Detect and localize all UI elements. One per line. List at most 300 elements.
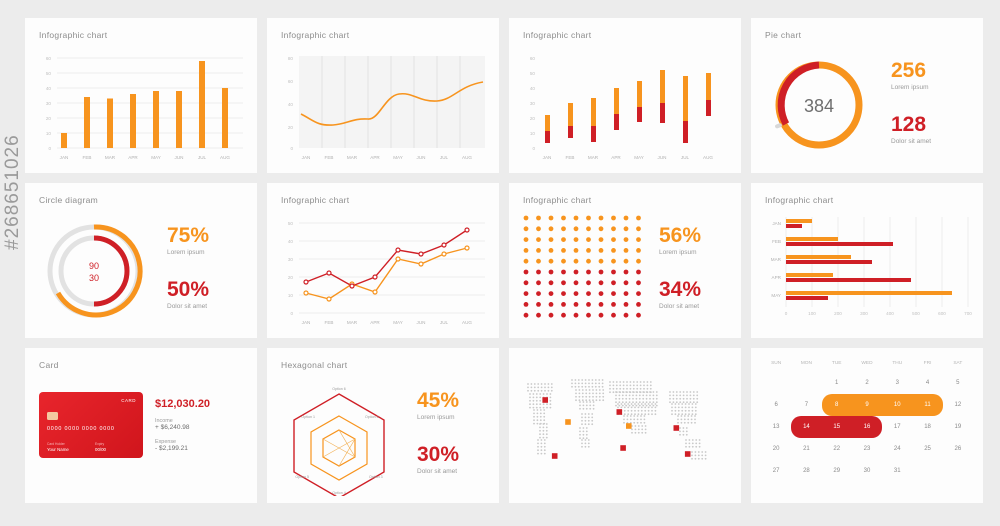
circle-stat-1 [167,225,209,256]
pie-stat-1-caption: Lorem ipsum [891,84,929,91]
card-title: Hexagonal chart [281,360,348,370]
matrix-dot [561,291,566,296]
svg-text:600: 600 [938,311,946,316]
calendar-day[interactable]: 23 [863,446,871,452]
calendar-day[interactable]: 14 [791,416,821,438]
svg-text:APR: APR [771,275,781,280]
radar-label-2: Option 2 [365,415,379,419]
svg-text:JUL: JUL [197,155,207,160]
matrix-dot [636,302,641,307]
matrix-dot [524,248,529,253]
calendar-weekday: FRI [923,361,932,366]
matrix-dot [611,313,616,318]
svg-text:0: 0 [290,311,293,316]
matrix-dot [636,280,641,285]
svg-text:60: 60 [45,56,51,61]
matrix-dot [599,226,604,231]
map-marker[interactable] [674,425,680,431]
svg-text:MAY: MAY [393,155,403,160]
calendar-day[interactable]: 4 [925,380,930,386]
calendar-widget[interactable] [761,360,973,482]
radar-label-4: Option 4 [332,491,346,495]
card-title: Card [39,360,59,370]
card-balance-block [155,398,210,452]
matrix-dot [536,291,541,296]
matrix-dot [586,313,591,318]
svg-text:20: 20 [45,116,51,121]
pie-stat-2-value: 128 [891,113,927,136]
card-chip-icon [47,412,58,420]
card-expense-row [155,438,210,452]
circle-stat-2-value: 50% [167,278,210,301]
radar-label-3: Option 3 [369,475,383,479]
dots-stat-1-value: 56% [659,224,702,247]
matrix-dot [636,216,641,221]
calendar-day[interactable]: 3 [895,380,899,386]
radar-stat-1-caption: Lorem ipsum [417,414,455,421]
svg-text:FEB: FEB [82,155,92,160]
matrix-dot [636,226,641,231]
calendar-body [761,372,973,482]
calendar-header-row [761,360,973,372]
circle-stat-2-caption: Dolor sit amet [167,303,208,310]
card-title: Infographic chart [281,30,350,40]
matrix-dot [549,216,554,221]
matrix-dot [561,237,566,242]
svg-text:30: 30 [529,101,535,106]
pie-stat-1-value: 256 [891,59,927,82]
matrix-dot [574,291,579,296]
matrix-dot [599,270,604,275]
svg-text:10: 10 [287,293,293,298]
svg-text:JAN: JAN [301,155,311,160]
svg-text:60: 60 [287,79,293,84]
calendar-day[interactable]: 1 [835,380,839,386]
calendar-day[interactable]: 17 [893,424,901,430]
radar-label-6: Option 6 [332,387,346,391]
calendar-day[interactable]: 25 [924,446,931,452]
matrix-dot [549,291,554,296]
svg-text:FEB: FEB [772,239,781,244]
dots-stat-1 [659,225,701,256]
circle-center-top: 90 [88,261,100,271]
matrix-dot [561,313,566,318]
calendar-day[interactable]: 13 [772,424,780,430]
matrix-dot [524,280,529,285]
card-income-label: Income [155,418,173,424]
calendar-week-row [761,394,973,416]
calendar-day[interactable]: 31 [893,468,901,474]
matrix-dot [574,237,579,242]
donut-center-label: 384 [803,96,835,116]
matrix-dot [636,248,641,253]
svg-text:30: 30 [287,257,293,262]
calendar-day[interactable]: 30 [863,468,871,474]
matrix-dot [536,280,541,285]
card-circle-diagram [25,183,257,338]
matrix-dot [586,237,591,242]
card-credit-card [25,348,257,503]
dashboard-grid [25,18,985,510]
card-amount: $12,030.20 [155,398,211,410]
card-pie-chart [751,18,983,173]
matrix-dot [549,313,554,318]
matrix-dot [624,237,629,242]
matrix-dot [561,226,566,231]
dots-stat-2-caption: Dolor sit amet [659,303,700,310]
radar-stat-1 [417,390,459,421]
matrix-dot [524,313,529,318]
svg-text:50: 50 [529,71,535,76]
matrix-dot [624,270,629,275]
matrix-dot [599,259,604,264]
radar-stat-2 [417,444,459,475]
card-floating-bar-chart [509,18,741,173]
svg-text:60: 60 [529,56,535,61]
matrix-dot [624,313,629,318]
svg-text:FEB: FEB [324,320,334,325]
svg-text:0: 0 [532,146,535,151]
matrix-dot [636,291,641,296]
calendar-week-row [761,372,973,394]
calendar-day[interactable]: 15 [822,416,852,438]
svg-text:30: 30 [45,101,51,106]
world-map-svg [520,366,730,486]
donut-svg [759,46,879,164]
map-marker[interactable] [565,419,571,425]
calendar-day[interactable]: 29 [833,468,841,474]
calendar-weekday: SAT [953,361,963,366]
matrix-dot [549,248,554,253]
calendar-day[interactable]: 27 [772,468,780,474]
svg-text:MAR: MAR [346,320,358,325]
card-area-chart [267,18,499,173]
area-chart-svg [267,44,499,164]
calendar-day[interactable]: 6 [774,402,778,408]
svg-text:500: 500 [912,311,920,316]
matrix-dot [586,302,591,307]
matrix-dot [624,280,629,285]
matrix-dot [636,270,641,275]
radar-stat-1-value: 45% [417,389,460,412]
svg-text:JAN: JAN [301,320,311,325]
svg-text:JUL: JUL [439,155,449,160]
calendar-day[interactable] [943,460,973,482]
svg-text:40: 40 [45,86,51,91]
matrix-dot [524,259,529,264]
matrix-dot [536,259,541,264]
dots-stat-2-value: 34% [659,278,702,301]
matrix-dot [561,302,566,307]
svg-text:AUG: AUG [703,155,713,160]
calendar-day[interactable]: 11 [912,394,942,416]
svg-text:100: 100 [808,311,816,316]
card-world-map [509,348,741,503]
matrix-dot [611,259,616,264]
svg-text:APR: APR [370,155,380,160]
matrix-dot [524,291,529,296]
svg-text:0: 0 [784,311,788,316]
svg-text:MAY: MAY [771,293,781,298]
card-holder-value: Your Name [47,447,69,452]
calendar-week-row [761,416,973,438]
matrix-dot [536,216,541,221]
matrix-dot [561,216,566,221]
calendar-day[interactable]: 26 [954,446,962,452]
card-income-row [155,417,210,431]
card-number: 0000 0000 0000 0000 [47,426,115,432]
matrix-dot [561,280,566,285]
svg-text:400: 400 [886,311,894,316]
map-marker[interactable] [685,451,691,457]
circle-stat-2 [167,279,209,310]
svg-text:200: 200 [834,311,842,316]
svg-text:AUG: AUG [462,320,472,325]
svg-text:JUN: JUN [416,320,426,325]
matrix-dot [624,248,629,253]
matrix-dot [586,291,591,296]
calendar-weekday: MON [800,361,813,366]
svg-text:FEB: FEB [324,155,334,160]
matrix-dot [561,270,566,275]
svg-text:JUL: JUL [680,155,690,160]
credit-card-visual[interactable] [39,392,143,458]
svg-text:APR: APR [370,320,380,325]
circle-center-bottom: 30 [88,273,100,283]
calendar-day[interactable]: 19 [954,424,962,430]
card-title: Pie chart [765,30,802,40]
calendar-weekday: TUE [831,361,842,366]
matrix-dot [549,237,554,242]
matrix-dot [574,216,579,221]
calendar-day[interactable]: 20 [772,446,780,452]
card-expense-value: - $2,199.21 [155,445,188,452]
matrix-dot [611,226,616,231]
svg-text:40: 40 [529,86,535,91]
calendar-day[interactable] [791,372,821,394]
line-chart-svg [267,209,499,329]
svg-text:10: 10 [529,131,535,136]
matrix-dot [624,226,629,231]
matrix-dot [599,302,604,307]
calendar-day[interactable]: 2 [865,380,869,386]
radar-stat-2-caption: Dolor sit amet [417,468,458,475]
matrix-dot [524,270,529,275]
svg-text:JUN: JUN [657,155,667,160]
svg-text:JAN: JAN [772,221,781,226]
matrix-dot [611,291,616,296]
matrix-dot [636,313,641,318]
svg-text:MAR: MAR [587,155,599,160]
matrix-dot [574,248,579,253]
calendar-day[interactable]: 12 [954,402,962,408]
card-title: Infographic chart [281,195,350,205]
card-title: Infographic chart [523,195,592,205]
matrix-dot [636,237,641,242]
calendar-day[interactable]: 28 [803,468,810,474]
matrix-dot [586,270,591,275]
svg-text:JAN: JAN [59,155,69,160]
matrix-dot [599,237,604,242]
calendar-day[interactable] [912,460,942,482]
calendar-day[interactable]: 8 [822,394,852,416]
watermark: #268651026 [2,134,23,250]
card-holder-label: Card Holder [47,442,65,446]
calendar-day[interactable]: 18 [924,424,931,430]
calendar-weekday: WED [861,361,873,366]
card-line-chart [267,183,499,338]
pie-stat-1 [891,60,929,91]
svg-text:JAN: JAN [542,155,552,160]
matrix-dot [549,270,554,275]
matrix-dot [536,226,541,231]
svg-text:MAY: MAY [151,155,161,160]
pie-stat-2-caption: Dolor sit amet [891,138,932,145]
svg-text:JUN: JUN [174,155,184,160]
matrix-dot [611,248,616,253]
svg-text:50: 50 [287,221,293,226]
svg-text:FEB: FEB [565,155,575,160]
matrix-dot [599,313,604,318]
bar-chart-svg [25,44,257,164]
calendar-week-row [761,460,973,482]
matrix-dot [624,216,629,221]
floating-bar-svg [509,44,741,164]
svg-text:300: 300 [860,311,868,316]
matrix-dot [611,280,616,285]
svg-text:50: 50 [45,71,51,76]
card-brand-label: CARD [121,398,136,403]
matrix-dot [536,313,541,318]
matrix-dot [611,216,616,221]
card-title: Infographic chart [523,30,592,40]
map-marker[interactable] [626,423,632,429]
calendar-week-row [761,438,973,460]
matrix-dot [586,248,591,253]
svg-text:MAR: MAR [346,155,358,160]
map-marker[interactable] [620,445,626,451]
matrix-dot [611,237,616,242]
radar-label-5: Option 5 [295,475,309,479]
svg-text:0: 0 [48,146,51,151]
matrix-dot [611,302,616,307]
card-dot-matrix [509,183,741,338]
svg-text:MAY: MAY [634,155,644,160]
card-title: Circle diagram [39,195,98,205]
svg-text:80: 80 [287,56,293,61]
matrix-dot [524,216,529,221]
circle-diagram-svg [33,211,155,331]
map-marker[interactable] [542,397,548,403]
circle-stat-1-value: 75% [167,224,210,247]
svg-text:MAR: MAR [770,257,781,262]
svg-text:20: 20 [287,125,293,130]
card-calendar [751,348,983,503]
matrix-dot [536,237,541,242]
matrix-dot [586,216,591,221]
matrix-dot [574,280,579,285]
calendar-day[interactable]: 22 [833,446,841,452]
matrix-dot [611,270,616,275]
matrix-dot [624,302,629,307]
svg-text:MAR: MAR [104,155,116,160]
map-marker[interactable] [617,409,623,415]
matrix-dot [549,280,554,285]
matrix-dot [536,270,541,275]
matrix-dot [599,216,604,221]
calendar-day[interactable]: 16 [852,416,882,438]
matrix-dot [574,302,579,307]
matrix-dot [536,248,541,253]
calendar-day[interactable]: 21 [803,446,810,452]
dots-stat-1-caption: Lorem ipsum [659,249,697,256]
svg-text:AUG: AUG [220,155,230,160]
matrix-dot [549,302,554,307]
calendar-day[interactable]: 7 [804,402,809,408]
matrix-dot [624,259,629,264]
svg-text:0: 0 [290,146,293,151]
dot-matrix-svg [521,213,651,323]
calendar-table [761,360,973,482]
matrix-dot [599,280,604,285]
svg-text:APR: APR [611,155,621,160]
matrix-dot [574,313,579,318]
matrix-dot [574,259,579,264]
matrix-dot [524,237,529,242]
matrix-dot [586,259,591,264]
card-horizontal-bar-chart [751,183,983,338]
calendar-day[interactable]: 24 [893,446,901,452]
calendar-day[interactable] [761,372,791,394]
matrix-dot [536,302,541,307]
matrix-dot [599,248,604,253]
card-bar-chart [25,18,257,173]
matrix-dot [549,259,554,264]
svg-text:40: 40 [287,239,293,244]
calendar-day[interactable]: 9 [852,394,882,416]
radar-chart-svg [269,376,409,496]
radar-stat-2-value: 30% [417,443,460,466]
matrix-dot [561,248,566,253]
matrix-dot [549,226,554,231]
matrix-dot [586,280,591,285]
svg-text:JUN: JUN [416,155,426,160]
pie-stat-2 [891,114,931,145]
matrix-dot [524,302,529,307]
calendar-day[interactable]: 5 [956,380,960,386]
svg-text:AUG: AUG [462,155,472,160]
map-marker[interactable] [552,453,558,459]
hbar-chart-svg [751,209,983,331]
matrix-dot [561,259,566,264]
svg-text:700: 700 [964,311,972,316]
matrix-dot [599,291,604,296]
matrix-dot [636,259,641,264]
card-expiry-label: Expiry [95,442,105,446]
calendar-weekday: SUN [771,361,782,366]
calendar-weekday: THU [892,361,903,366]
svg-text:10: 10 [45,131,51,136]
card-expense-label: Expense [155,439,177,445]
card-income-value: + $6,240.98 [155,424,190,431]
dots-stat-2 [659,279,701,310]
matrix-dot [586,226,591,231]
svg-text:MAY: MAY [393,320,403,325]
circle-stat-1-caption: Lorem ipsum [167,249,205,256]
card-title: Infographic chart [39,30,108,40]
card-radar-chart [267,348,499,503]
calendar-day[interactable]: 10 [882,394,912,416]
